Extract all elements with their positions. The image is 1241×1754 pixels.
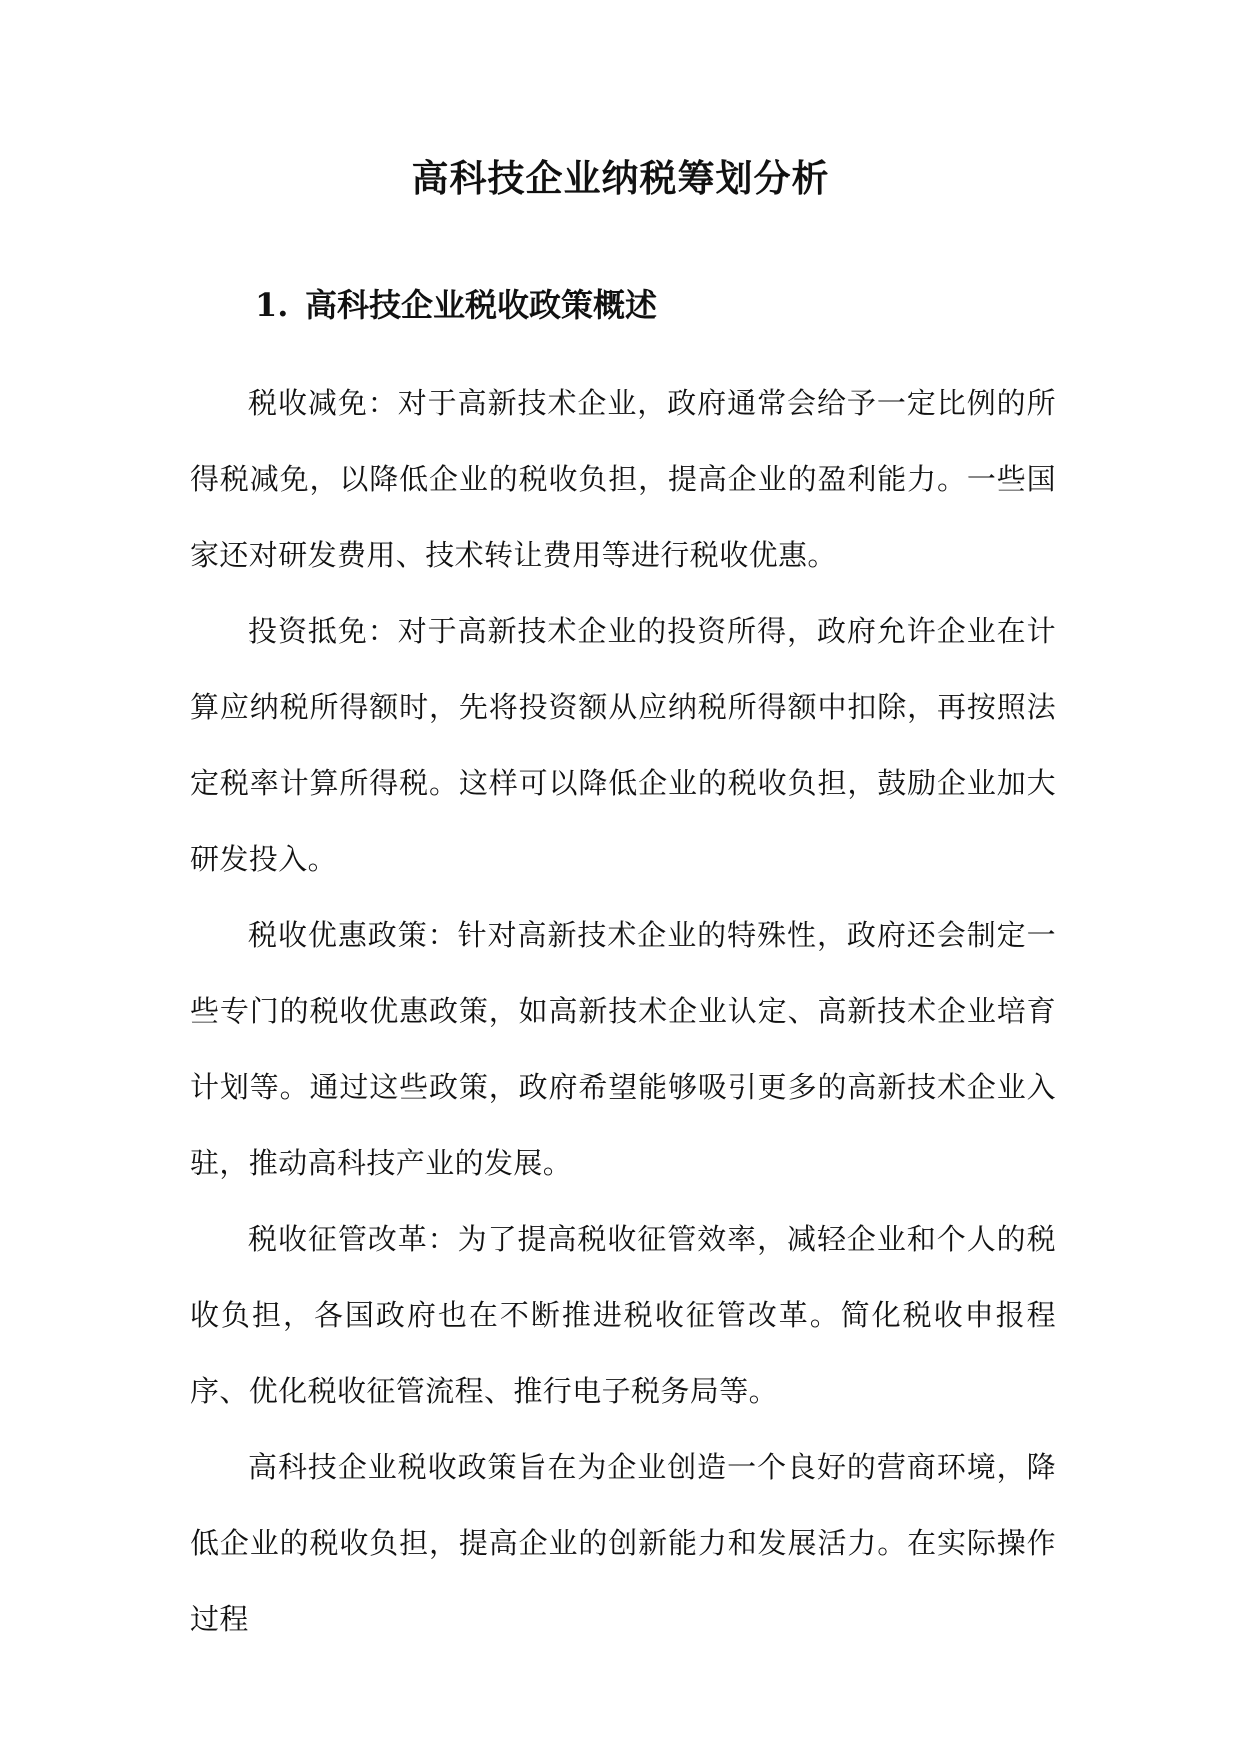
paragraph-tax-reduction: 税收减免：对于高新技术企业，政府通常会给予一定比例的所得税减免，以降低企业的税收负担，提高企业的盈利能力。一些国家还对研发费用、技术转让费用等进行税收优惠。 bbox=[190, 386, 1056, 572]
section-number: 1. bbox=[255, 286, 289, 324]
paragraph-investment-credit: 投资抵免：对于高新技术企业的投资所得，政府允许企业在计算应纳税所得额时，先将投资额从应纳税所得额中扣除，再按照法定税率计算所得税。这样可以降低企业的税收负担，鼓励企业加大研发投入。 bbox=[190, 614, 1056, 876]
document-title: 高科技企业纳税筹划分析 bbox=[411, 156, 830, 200]
paragraph-administration-reform: 税收征管改革：为了提高税收征管效率，减轻企业和个人的税收负担，各国政府也在不断推进税收征管改革。简化税收申报程序、优化税收征管流程、推行电子税务局等。 bbox=[190, 1222, 1056, 1408]
document-body bbox=[190, 365, 1056, 1657]
paragraph-summary: 高科技企业税收政策旨在为企业创造一个良好的营商环境，降低企业的税收负担，提高企业的创新能力和发展活力。在实际操作过程 bbox=[190, 1450, 1056, 1636]
section-heading-text: 高科技企业税收政策概述 bbox=[305, 286, 658, 324]
section-heading bbox=[255, 280, 657, 330]
paragraph-preferential-policy: 税收优惠政策：针对高新技术企业的特殊性，政府还会制定一些专门的税收优惠政策，如高新技术企业认定、高新技术企业培育计划等。通过这些政策，政府希望能够吸引更多的高新技术企业入驻，推动高科技产业的发展。 bbox=[190, 918, 1056, 1180]
